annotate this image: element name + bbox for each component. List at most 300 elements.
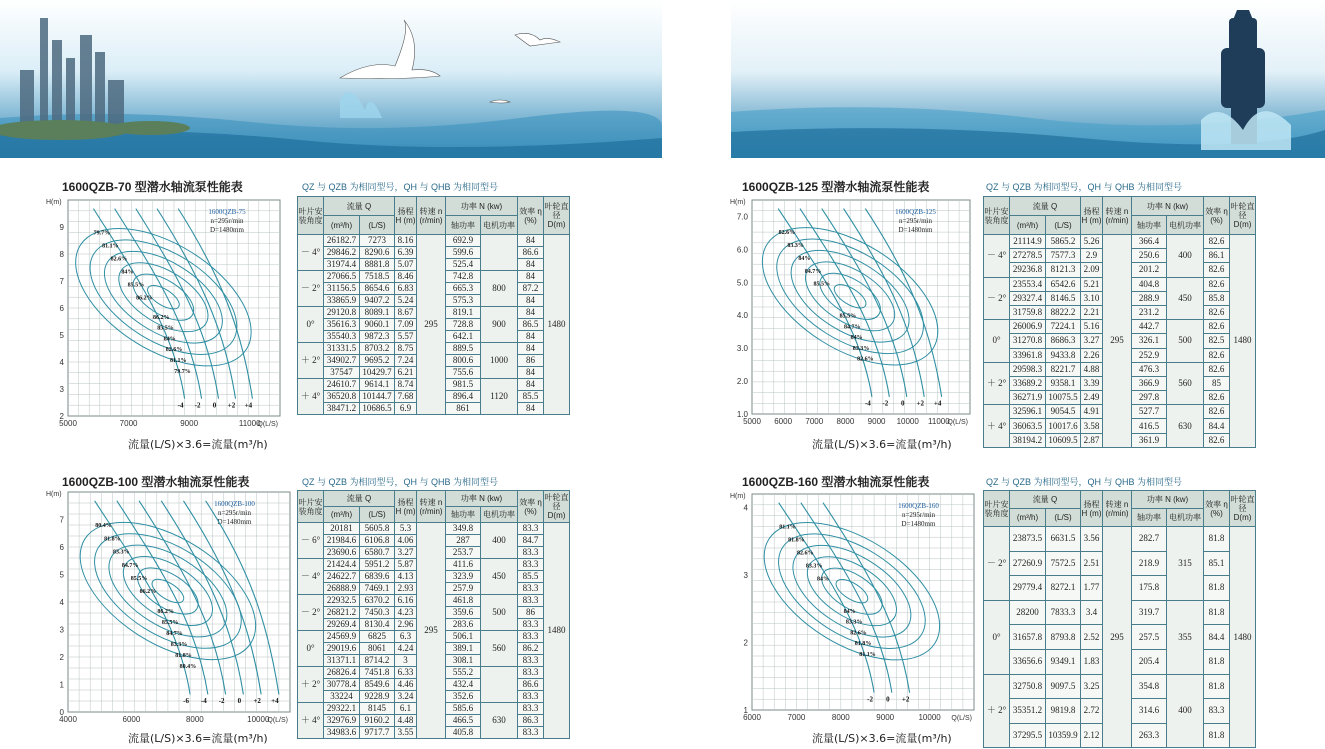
head-cell: 6.21: [395, 367, 417, 379]
flow-ls-cell: 10075.5: [1046, 391, 1081, 405]
flow-m3h-cell: 26006.9: [1010, 320, 1046, 334]
flow-m3h-cell: 36520.8: [324, 391, 360, 403]
flow-formula: 流量(L/S)×3.6=流量(m³/h): [128, 732, 268, 745]
motor-power-cell: 450: [1167, 277, 1204, 320]
head-cell: 3.24: [395, 691, 417, 703]
flow-m3h-cell: 26826.4: [324, 667, 360, 679]
shaft-power-cell: 231.2: [1132, 305, 1167, 319]
angle-cell: － 2°: [984, 277, 1010, 320]
shaft-power-cell: 366.4: [1132, 235, 1167, 249]
efficiency-label: 83.3%: [805, 563, 823, 570]
head-cell: 4.24: [395, 643, 417, 655]
flow-ls-cell: 6839.6: [360, 571, 395, 583]
flow-m3h-cell: 23553.4: [1010, 277, 1046, 291]
head-cell: 2.26: [1081, 348, 1103, 362]
speed-cell: 295: [1103, 527, 1132, 748]
flow-ls-cell: 5951.2: [360, 559, 395, 571]
motor-power-cell: 315: [1167, 527, 1204, 601]
shaft-power-cell: 252.9: [1132, 348, 1167, 362]
efficiency-cell: 83.3: [518, 667, 544, 679]
flow-m3h-cell: 38194.2: [1010, 433, 1046, 447]
head-cell: 6.9: [395, 403, 417, 415]
head-cell: 2.09: [1081, 263, 1103, 277]
angle-label: -4: [864, 399, 871, 408]
angle-cell: 0°: [984, 600, 1010, 674]
angle-cell: ＋ 4°: [984, 405, 1010, 448]
header-ls: (L/S): [360, 216, 395, 235]
legend-line: n=295r/min: [901, 511, 936, 519]
efficiency-label: 79.7%: [174, 368, 191, 375]
efficiency-cell: 82.6: [1204, 391, 1230, 405]
efficiency-cell: 82.5: [1204, 334, 1230, 348]
header-efficiency: 效率 η (%): [518, 197, 544, 235]
y-tick-label: 7: [59, 515, 64, 525]
motor-power-cell: 900: [481, 307, 518, 343]
shaft-power-cell: 800.6: [446, 355, 481, 367]
flow-ls-cell: 6580.7: [360, 547, 395, 559]
shaft-power-cell: 326.1: [1132, 334, 1167, 348]
efficiency-label: 83.3%: [852, 345, 870, 352]
flow-ls-cell: 9228.9: [360, 691, 395, 703]
efficiency-cell: 84.4: [1204, 419, 1230, 433]
diameter-cell: 1480: [544, 235, 570, 415]
head-cell: 2.93: [395, 583, 417, 595]
efficiency-cell: 83.3: [518, 655, 544, 667]
flow-m3h-cell: 29598.3: [1010, 362, 1046, 376]
efficiency-cell: 86.3: [518, 715, 544, 727]
chart-svg: [728, 194, 973, 426]
header-ls: (L/S): [1046, 509, 1081, 527]
header-motor-power: 电机功率: [481, 216, 518, 235]
shaft-power-cell: 314.6: [1132, 699, 1167, 724]
efficiency-cell: 86.6: [518, 247, 544, 259]
shaft-power-cell: 250.6: [1132, 249, 1167, 263]
diameter-cell: 1480: [1230, 235, 1256, 448]
shaft-power-cell: 416.5: [1132, 419, 1167, 433]
legend-line: D=1480mm: [898, 226, 933, 234]
flow-m3h-cell: 23873.5: [1010, 527, 1046, 552]
y-tick-label: 6: [59, 543, 64, 552]
header-head: 扬程 H (m): [395, 197, 417, 235]
chart-svg: [728, 488, 978, 720]
flow-m3h-cell: 23690.6: [324, 547, 360, 559]
table-row: [298, 235, 570, 247]
efficiency-label: 81.1%: [169, 358, 187, 364]
diameter-cell: 1480: [544, 523, 570, 739]
efficiency-label: 81.1%: [102, 243, 119, 250]
flow-m3h-cell: 36271.9: [1010, 391, 1046, 405]
head-cell: 8.67: [395, 307, 417, 319]
header-efficiency: 效率 η (%): [1204, 491, 1230, 527]
y-axis-label: H(m): [730, 493, 746, 500]
head-cell: 3: [395, 655, 417, 667]
efficiency-cell: 81.8: [1204, 527, 1230, 552]
efficiency-cell: 83.3: [1204, 699, 1230, 724]
performance-table: [983, 490, 1256, 748]
x-tick-label: 11000: [928, 417, 950, 426]
shaft-power-cell: 359.6: [446, 607, 481, 619]
y-tick-label: 7: [59, 277, 64, 286]
shaft-power-cell: 323.9: [446, 571, 481, 583]
angle-label: -2: [882, 399, 889, 408]
flow-ls-cell: 8121.3: [1046, 263, 1081, 277]
angle-cell: － 2°: [298, 271, 324, 307]
header-motor-power: 电机功率: [481, 507, 518, 523]
flow-ls-cell: 8061: [360, 643, 395, 655]
head-cell: 4.23: [395, 607, 417, 619]
efficiency-label: 84%: [798, 255, 811, 262]
flow-m3h-cell: 27260.9: [1010, 551, 1046, 576]
angle-label: -2: [194, 401, 201, 410]
y-tick-label: 3: [59, 625, 64, 635]
head-cell: 6.83: [395, 283, 417, 295]
flow-ls-cell: 7450.3: [360, 607, 395, 619]
x-tick-label: 6000: [122, 715, 141, 724]
angle-cell: ＋ 4°: [298, 379, 324, 415]
flow-m3h-cell: 31371.1: [324, 655, 360, 667]
performance-chart: [728, 194, 973, 426]
chart-svg: [44, 194, 289, 428]
efficiency-label: 82.6%: [778, 230, 796, 237]
flow-ls-cell: 9819.8: [1046, 699, 1081, 724]
flow-m3h-cell: 35616.3: [324, 319, 360, 331]
diameter-cell: 1480: [1230, 527, 1256, 748]
x-tick-label: 7000: [787, 713, 806, 722]
efficiency-label: 82.6%: [797, 550, 814, 557]
x-tick-label: 7000: [805, 417, 824, 426]
header-head: 扬程 H (m): [1081, 197, 1103, 235]
flow-ls-cell: 8146.5: [1046, 291, 1081, 305]
angle-cell: － 2°: [298, 595, 324, 631]
flow-m3h-cell: 29120.8: [324, 307, 360, 319]
panel-title: 1600QZB-160 型潜水轴流泵性能表: [742, 475, 930, 489]
shaft-power-cell: 404.8: [1132, 277, 1167, 291]
angle-label: -6: [183, 697, 190, 706]
efficiency-cell: 86: [518, 355, 544, 367]
x-axis-label: Q(L/S): [947, 419, 968, 426]
shaft-power-cell: 389.1: [446, 643, 481, 655]
head-cell: 5.87: [395, 559, 417, 571]
shaft-power-cell: 253.7: [446, 547, 481, 559]
header-diameter: 叶轮直径 D(m): [544, 491, 570, 523]
angle-label: +2: [253, 697, 261, 706]
flow-ls-cell: 8130.4: [360, 619, 395, 631]
header-shaft-power: 轴功率: [446, 507, 481, 523]
flow-ls-cell: 8714.2: [360, 655, 395, 667]
head-cell: 6.3: [395, 631, 417, 643]
efficiency-label: 86.2%: [153, 314, 170, 321]
shaft-power-cell: 354.8: [1132, 674, 1167, 699]
motor-power-cell: 630: [1167, 405, 1204, 448]
efficiency-cell: 83.3: [518, 583, 544, 595]
x-tick-label: 6000: [743, 713, 761, 722]
motor-power-cell: 400: [1167, 674, 1204, 748]
angle-label: -2: [218, 697, 225, 706]
efficiency-cell: 82.6: [1204, 277, 1230, 291]
motor-power-cell: 500: [481, 595, 518, 631]
shaft-power-cell: 201.2: [1132, 263, 1167, 277]
legend-line: n=295r/min: [217, 509, 252, 517]
flow-ls-cell: 8686.3: [1046, 334, 1081, 348]
motor-power-cell: [481, 667, 518, 703]
flow-ls-cell: 9054.5: [1046, 405, 1081, 419]
model-note: QZ 与 QZB 为相同型号，QH 与 QHB 为相同型号: [986, 477, 1183, 487]
flow-ls-cell: 10609.5: [1046, 433, 1081, 447]
shaft-power-cell: 366.9: [1132, 376, 1167, 390]
angle-label: -2: [867, 695, 874, 704]
efficiency-label: 81.8%: [175, 653, 192, 659]
efficiency-label: 85.5%: [127, 282, 145, 289]
header-speed: 转速 n (r/min): [1103, 197, 1132, 235]
shaft-power-cell: 665.3: [446, 283, 481, 295]
flow-ls-cell: 8654.6: [360, 283, 395, 295]
x-tick-label: 8000: [831, 713, 850, 722]
head-cell: 8.74: [395, 379, 417, 391]
flow-ls-cell: 7451.8: [360, 667, 395, 679]
head-cell: 3.56: [1081, 527, 1103, 552]
header-shaft-power: 轴功率: [1132, 509, 1167, 527]
efficiency-cell: 86.6: [518, 679, 544, 691]
header-m3h: (m³/h): [1010, 509, 1046, 527]
header-speed: 转速 n (r/min): [417, 491, 446, 523]
motor-power-cell: [481, 235, 518, 271]
efficiency-cell: 87.2: [518, 283, 544, 295]
x-tick-label: 4000: [59, 715, 77, 724]
y-tick-label: 4: [743, 503, 748, 513]
head-cell: 3.58: [1081, 419, 1103, 433]
shaft-power-cell: 257.9: [446, 583, 481, 595]
flow-m3h-cell: 24610.7: [324, 379, 360, 391]
header-flow: 流量 Q: [324, 491, 395, 507]
efficiency-label: 84%: [163, 336, 176, 343]
shaft-power-cell: 257.5: [1132, 625, 1167, 650]
header-angle: 叶片安装角度: [984, 491, 1010, 527]
flow-ls-cell: 10017.6: [1046, 419, 1081, 433]
efficiency-label: 80.4%: [179, 664, 197, 670]
head-cell: 3.27: [1081, 334, 1103, 348]
header-efficiency: 效率 η (%): [1204, 197, 1230, 235]
flow-m3h-cell: 34902.7: [324, 355, 360, 367]
y-tick-label: 2: [743, 638, 748, 648]
shaft-power-cell: 575.3: [446, 295, 481, 307]
head-cell: 4.06: [395, 535, 417, 547]
efficiency-label: 81.8%: [104, 536, 121, 543]
angle-label: +2: [916, 399, 924, 408]
header-speed: 转速 n (r/min): [417, 197, 446, 235]
x-tick-label: 11000: [238, 419, 261, 428]
flow-ls-cell: 9614.1: [360, 379, 395, 391]
efficiency-label: 84.7%: [121, 562, 139, 569]
angle-label: 0: [886, 695, 890, 704]
y-tick-label: 5.0: [736, 278, 748, 288]
efficiency-cell: 81.8: [1204, 723, 1230, 748]
flow-ls-cell: 6542.6: [1046, 277, 1081, 291]
x-tick-label: 5000: [59, 419, 77, 428]
model-note: QZ 与 QZB 为相同型号，QH 与 QHB 为相同型号: [302, 182, 499, 192]
angle-cell: － 6°: [298, 523, 324, 559]
efficiency-cell: 84: [518, 343, 544, 355]
model-note: QZ 与 QZB 为相同型号，QH 与 QHB 为相同型号: [986, 182, 1183, 192]
flow-m3h-cell: 35351.2: [1010, 699, 1046, 724]
efficiency-cell: 81.8: [1204, 576, 1230, 601]
header-speed: 转速 n (r/min): [1103, 491, 1132, 527]
speed-cell: 295: [417, 523, 446, 739]
efficiency-cell: 84: [518, 271, 544, 283]
shaft-power-cell: 476.3: [1132, 362, 1167, 376]
legend-line: 1600QZB-125: [895, 208, 936, 216]
motor-power-cell: 1000: [481, 343, 518, 379]
flow-ls-cell: 8290.6: [360, 247, 395, 259]
flow-m3h-cell: 32596.1: [1010, 405, 1046, 419]
flow-m3h-cell: 30778.4: [324, 679, 360, 691]
flow-m3h-cell: 38471.2: [324, 403, 360, 415]
flow-m3h-cell: 31974.4: [324, 259, 360, 271]
legend-line: D=1480mm: [210, 226, 244, 234]
flow-m3h-cell: 21114.9: [1010, 235, 1046, 249]
head-cell: 8.16: [395, 235, 417, 247]
flow-m3h-cell: 29269.4: [324, 619, 360, 631]
head-cell: 2.72: [1081, 699, 1103, 724]
angle-cell: ＋ 2°: [298, 343, 324, 379]
efficiency-label: 84%: [817, 576, 830, 583]
x-axis-label: Q(L/S): [951, 715, 972, 722]
angle-label: +2: [227, 401, 236, 410]
angle-label: -4: [177, 401, 184, 410]
efficiency-cell: 81.8: [1204, 649, 1230, 674]
efficiency-cell: 85.5: [518, 571, 544, 583]
flow-ls-cell: 7833.3: [1046, 600, 1081, 625]
efficiency-cell: 85.1: [1204, 551, 1230, 576]
efficiency-cell: 83.3: [518, 727, 544, 739]
flow-ls-cell: 8221.7: [1046, 362, 1081, 376]
head-cell: 5.3: [395, 523, 417, 535]
y-tick-label: 1.0: [736, 410, 748, 419]
shaft-power-cell: 218.9: [1132, 551, 1167, 576]
y-axis-label: H(m): [730, 199, 746, 206]
flow-ls-cell: 9097.5: [1046, 674, 1081, 699]
efficiency-cell: 83.3: [518, 547, 544, 559]
header-power: 功率 N (kw): [446, 491, 518, 507]
motor-power-cell: 560: [481, 631, 518, 667]
shaft-power-cell: 599.6: [446, 247, 481, 259]
x-tick-label: 9000: [867, 417, 886, 426]
y-tick-label: 2.0: [736, 377, 748, 387]
flow-ls-cell: 9872.3: [360, 331, 395, 343]
shaft-power-cell: 819.1: [446, 307, 481, 319]
shaft-power-cell: 442.7: [1132, 320, 1167, 334]
head-cell: 3.4: [1081, 600, 1103, 625]
motor-power-cell: 800: [481, 271, 518, 307]
header-diameter: 叶轮直径 D(m): [1230, 491, 1256, 527]
efficiency-cell: 84: [518, 379, 544, 391]
legend-line: D=1480mm: [901, 520, 936, 528]
flow-ls-cell: 9407.2: [360, 295, 395, 307]
flow-m3h-cell: 31156.5: [324, 283, 360, 295]
banner-right: [731, 0, 1325, 158]
chart-svg: [44, 488, 294, 724]
efficiency-cell: 84.4: [1204, 625, 1230, 650]
efficiency-label: 84.7%: [804, 268, 822, 275]
flow-m3h-cell: 28200: [1010, 600, 1046, 625]
shaft-power-cell: 896.4: [446, 391, 481, 403]
flow-m3h-cell: 29019.6: [324, 643, 360, 655]
efficiency-label: 81.1%: [859, 652, 876, 658]
flow-ls-cell: 7577.3: [1046, 249, 1081, 263]
head-cell: 1.83: [1081, 649, 1103, 674]
efficiency-cell: 86: [518, 607, 544, 619]
performance-chart: [44, 194, 289, 428]
angle-label: +4: [271, 697, 279, 706]
flow-m3h-cell: 26182.7: [324, 235, 360, 247]
table-row: [984, 527, 1256, 552]
motor-power-cell: 1120: [481, 379, 518, 415]
y-tick-label: 3: [743, 571, 748, 580]
flow-ls-cell: 10686.5: [360, 403, 395, 415]
head-cell: 5.07: [395, 259, 417, 271]
angle-cell: － 4°: [984, 235, 1010, 278]
efficiency-cell: 85.8: [1204, 291, 1230, 305]
y-tick-label: 5: [59, 570, 64, 580]
flow-m3h-cell: 36063.5: [1010, 419, 1046, 433]
angle-cell: 0°: [298, 631, 324, 667]
head-cell: 5.26: [1081, 235, 1103, 249]
x-tick-label: 8000: [836, 417, 855, 426]
shaft-power-cell: 755.6: [446, 367, 481, 379]
shaft-power-cell: 889.5: [446, 343, 481, 355]
head-cell: 2.51: [1081, 551, 1103, 576]
efficiency-label: 85.5%: [157, 325, 174, 332]
flow-ls-cell: 10429.7: [360, 367, 395, 379]
flow-m3h-cell: 33689.2: [1010, 376, 1046, 390]
flow-m3h-cell: 29236.8: [1010, 263, 1046, 277]
efficiency-cell: 84: [518, 295, 544, 307]
flow-formula: 流量(L/S)×3.6=流量(m³/h): [128, 438, 268, 451]
flow-ls-cell: 9433.8: [1046, 348, 1081, 362]
header-m3h: (m³/h): [1010, 216, 1046, 235]
flow-ls-cell: 8089.1: [360, 307, 395, 319]
legend-line: 1600QZB-100: [214, 500, 255, 508]
shaft-power-cell: 461.8: [446, 595, 481, 607]
flow-m3h-cell: 31759.8: [1010, 305, 1046, 319]
x-tick-label: 10000: [247, 715, 270, 724]
x-tick-label: 10000: [918, 713, 941, 722]
flow-m3h-cell: 37295.5: [1010, 723, 1046, 748]
efficiency-label: 85.5%: [161, 620, 179, 626]
header-ls: (L/S): [360, 507, 395, 523]
angle-cell: ＋ 2°: [984, 674, 1010, 748]
efficiency-label: 81.8%: [854, 641, 872, 648]
legend-line: D=1480mm: [217, 518, 252, 526]
efficiency-cell: 84: [518, 403, 544, 415]
head-cell: 4.13: [395, 571, 417, 583]
flow-m3h-cell: 29322.1: [324, 703, 360, 715]
flow-ls-cell: 10144.7: [360, 391, 395, 403]
flow-m3h-cell: 32976.9: [324, 715, 360, 727]
efficiency-label: 82.6%: [857, 356, 874, 363]
head-cell: 2.9: [1081, 249, 1103, 263]
head-cell: 2.52: [1081, 625, 1103, 650]
y-tick-label: 3: [59, 385, 64, 394]
header-flow: 流量 Q: [324, 197, 395, 216]
head-cell: 6.39: [395, 247, 417, 259]
header-head: 扬程 H (m): [395, 491, 417, 523]
flow-m3h-cell: 21984.6: [324, 535, 360, 547]
y-tick-label: 8: [59, 250, 64, 259]
efficiency-cell: 82.6: [1204, 235, 1230, 249]
y-tick-label: 6: [59, 304, 64, 313]
head-cell: 3.39: [1081, 376, 1103, 390]
efficiency-label: 84.7%: [166, 631, 183, 637]
